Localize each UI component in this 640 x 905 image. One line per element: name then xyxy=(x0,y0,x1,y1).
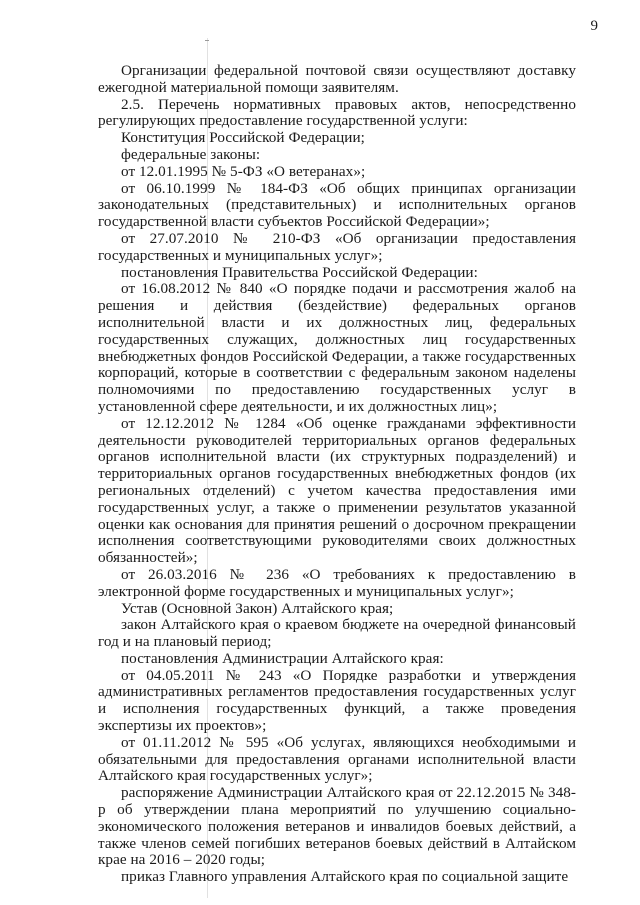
paragraph-law-5-fz: от 12.01.1995 № 5-ФЗ «О ветеранах»; xyxy=(121,162,366,180)
paragraph-law-184-fz: от 06.10.1999 № 184-ФЗ «Об общих принципах организации законодательных (представительных) и исполнительных органов государственной власти субъектов Российской Федерации»; xyxy=(98,179,576,231)
paragraph-resolution-236: от 26.03.2016 № 236 «О требованиях к предоставлению в электронной форме государственных и муниципальных услуг»; xyxy=(98,565,576,600)
paragraph-resolution-1284: от 12.12.2012 № 1284 «Об оценке гражданами эффективности деятельности руководителей территориальных органов федеральных органов исполнительной власти (их структурных подразделений) и территориальных органов государственных внебюджетных фондов (их региональных отделений) с учетом качества предоставления ими государственных услуг, а также о применении результатов указанной оценки как основания для принятия решений о досрочном прекращении исполнения соответствующими руководителями своих должностных обязанностей»; xyxy=(98,414,576,567)
paragraph-charter: Устав (Основной Закон) Алтайского края; xyxy=(121,599,394,617)
paragraph-budget-law: закон Алтайского края о краевом бюджете на очередной финансовый год и на плановый период; xyxy=(98,616,576,651)
paragraph-constitution: Конституция Российской Федерации; xyxy=(121,129,365,147)
paragraph-administration-resolutions-heading: постановления Администрации Алтайского края: xyxy=(121,649,444,667)
scan-fold-mark xyxy=(205,40,209,41)
paragraph-resolution-840: от 16.08.2012 № 840 «О порядке подачи и рассмотрения жалоб на решения и действия (бездействие) федеральных органов исполнительной власти и их должностных лиц, федеральных государственных служащих, должностных лиц государственных внебюджетных фондов Российской Федерации, а также государственных корпораций, которые в соответствии с федеральным законом наделены полномочиями по предоставлению государственных услуг в установленной сфере деятельности, и их должностных лиц»; xyxy=(98,280,576,415)
paragraph-resolution-243: от 04.05.2011 № 243 «О Порядке разработки и утверждения административных регламентов предоставления государственных услуг и исполнения государственных функций, а также проведения экспертизы их проектов»; xyxy=(98,666,576,735)
paragraph-delivery: Организации федеральной почтовой связи осуществляют доставку ежегодной материальной помощи заявителям. xyxy=(98,62,576,96)
paragraph-main-directorate-order: приказ Главного управления Алтайского края по социальной защите xyxy=(121,868,569,886)
paragraph-order-348-r: распоряжение Администрации Алтайского края от 22.12.2015 № 348-р об утверждении плана мероприятий по улучшению социально-экономического положения ветеранов и инвалидов боевых действий, а также членов семей погибших ветеранов боевых действий в Алтайском крае на 2016 – 2020 годы; xyxy=(98,784,576,869)
document-body xyxy=(0,63,640,886)
page-number: 9 xyxy=(590,18,598,34)
paragraph-section-2-5: 2.5. Перечень нормативных правовых актов, непосредственно регулирующих предоставление государственной услуги: xyxy=(98,95,576,130)
paragraph-resolution-595: от 01.11.2012 № 595 «Об услугах, являющихся необходимыми и обязательными для предоставления органами исполнительной власти Алтайского края государственных услуг»; xyxy=(98,733,576,785)
paragraph-federal-laws-heading: федеральные законы: xyxy=(121,145,261,163)
paragraph-law-210-fz: от 27.07.2010 № 210-ФЗ «Об организации предоставления государственных и муниципальных услуг»; xyxy=(98,229,576,264)
paragraph-government-resolutions-heading: постановления Правительства Российской Федерации: xyxy=(121,263,478,281)
